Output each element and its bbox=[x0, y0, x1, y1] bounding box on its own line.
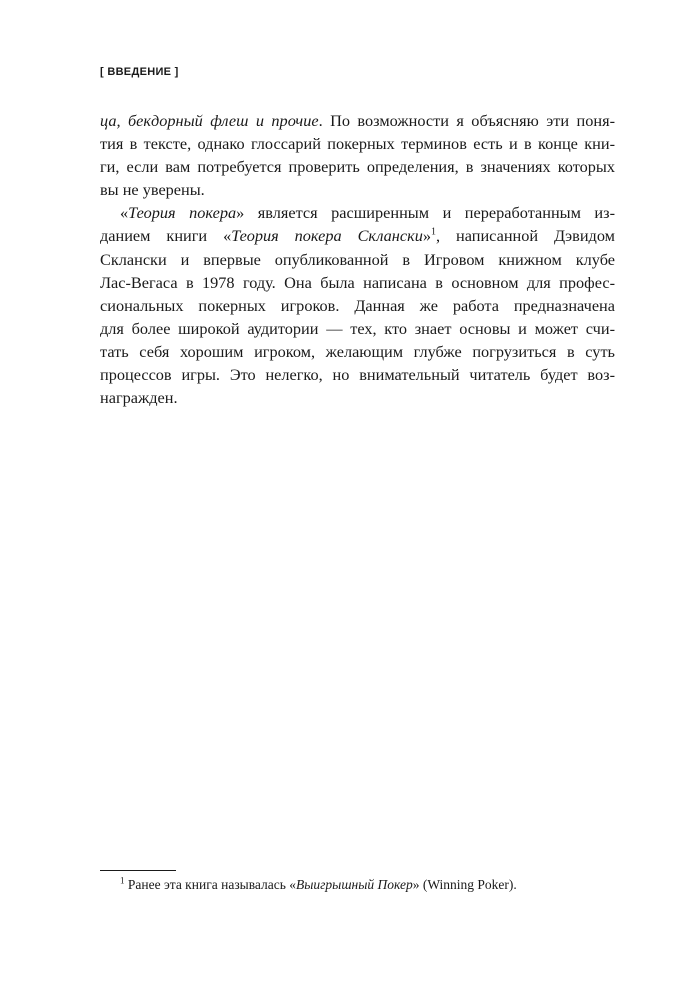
text-line: награжден. bbox=[100, 388, 178, 408]
text-line bbox=[100, 201, 615, 224]
text-line: тия в тексте, однако глоссарий покерных терминов есть и в конце кни- bbox=[100, 134, 615, 154]
footnote bbox=[120, 876, 517, 894]
text-segment: . По возможности я объясняю эти поня- bbox=[318, 111, 615, 130]
text-segment: « bbox=[120, 203, 129, 223]
running-head: [ ВВЕДЕНИЕ ] bbox=[100, 66, 179, 78]
main-text bbox=[100, 109, 615, 409]
footnote-ref[interactable]: 1 bbox=[431, 227, 437, 239]
text-line: для более широкой аудитории — тех, кто знает основы и может счи- bbox=[100, 318, 615, 338]
text-segment: , написанной Дэвидом bbox=[436, 226, 615, 246]
italic-title: Теория покера bbox=[128, 203, 237, 223]
text-line: тать себя хорошим игроком, желающим глубже погрузиться в суть bbox=[100, 341, 615, 361]
text-line bbox=[100, 109, 615, 132]
text-segment: » bbox=[422, 226, 432, 246]
text-line: Лас-Вегаса в 1978 году. Она была написана в основном для профес- bbox=[100, 272, 615, 292]
footnote-italic-title: Выигрышный Покер bbox=[296, 877, 413, 892]
text-line: сиональных покерных игроков. Данная же работа предназначена bbox=[100, 295, 615, 315]
text-line: Склански и впервые опубликованной в Игровом книжном клубе bbox=[100, 249, 615, 269]
footnote-text: Ранее эта книга называлась « bbox=[124, 877, 297, 892]
footnote-text: » (Winning Poker). bbox=[412, 877, 517, 892]
text-line: ги, если вам потребуется проверить определения, в значениях которых bbox=[100, 157, 615, 177]
text-segment: данием книги « bbox=[100, 226, 232, 246]
footnote-number: 1 bbox=[120, 875, 125, 886]
italic-term: ца, бекдорный флеш и прочие bbox=[100, 111, 319, 130]
text-line bbox=[100, 224, 615, 247]
text-line: процессов игры. Это нелегко, но внимательный читатель будет воз- bbox=[100, 365, 615, 385]
text-segment: » является расширенным и переработанным из- bbox=[236, 203, 615, 223]
footnote-divider bbox=[100, 870, 176, 871]
italic-title: Теория покера Склански bbox=[231, 226, 423, 246]
text-line: вы не уверены. bbox=[100, 180, 205, 200]
